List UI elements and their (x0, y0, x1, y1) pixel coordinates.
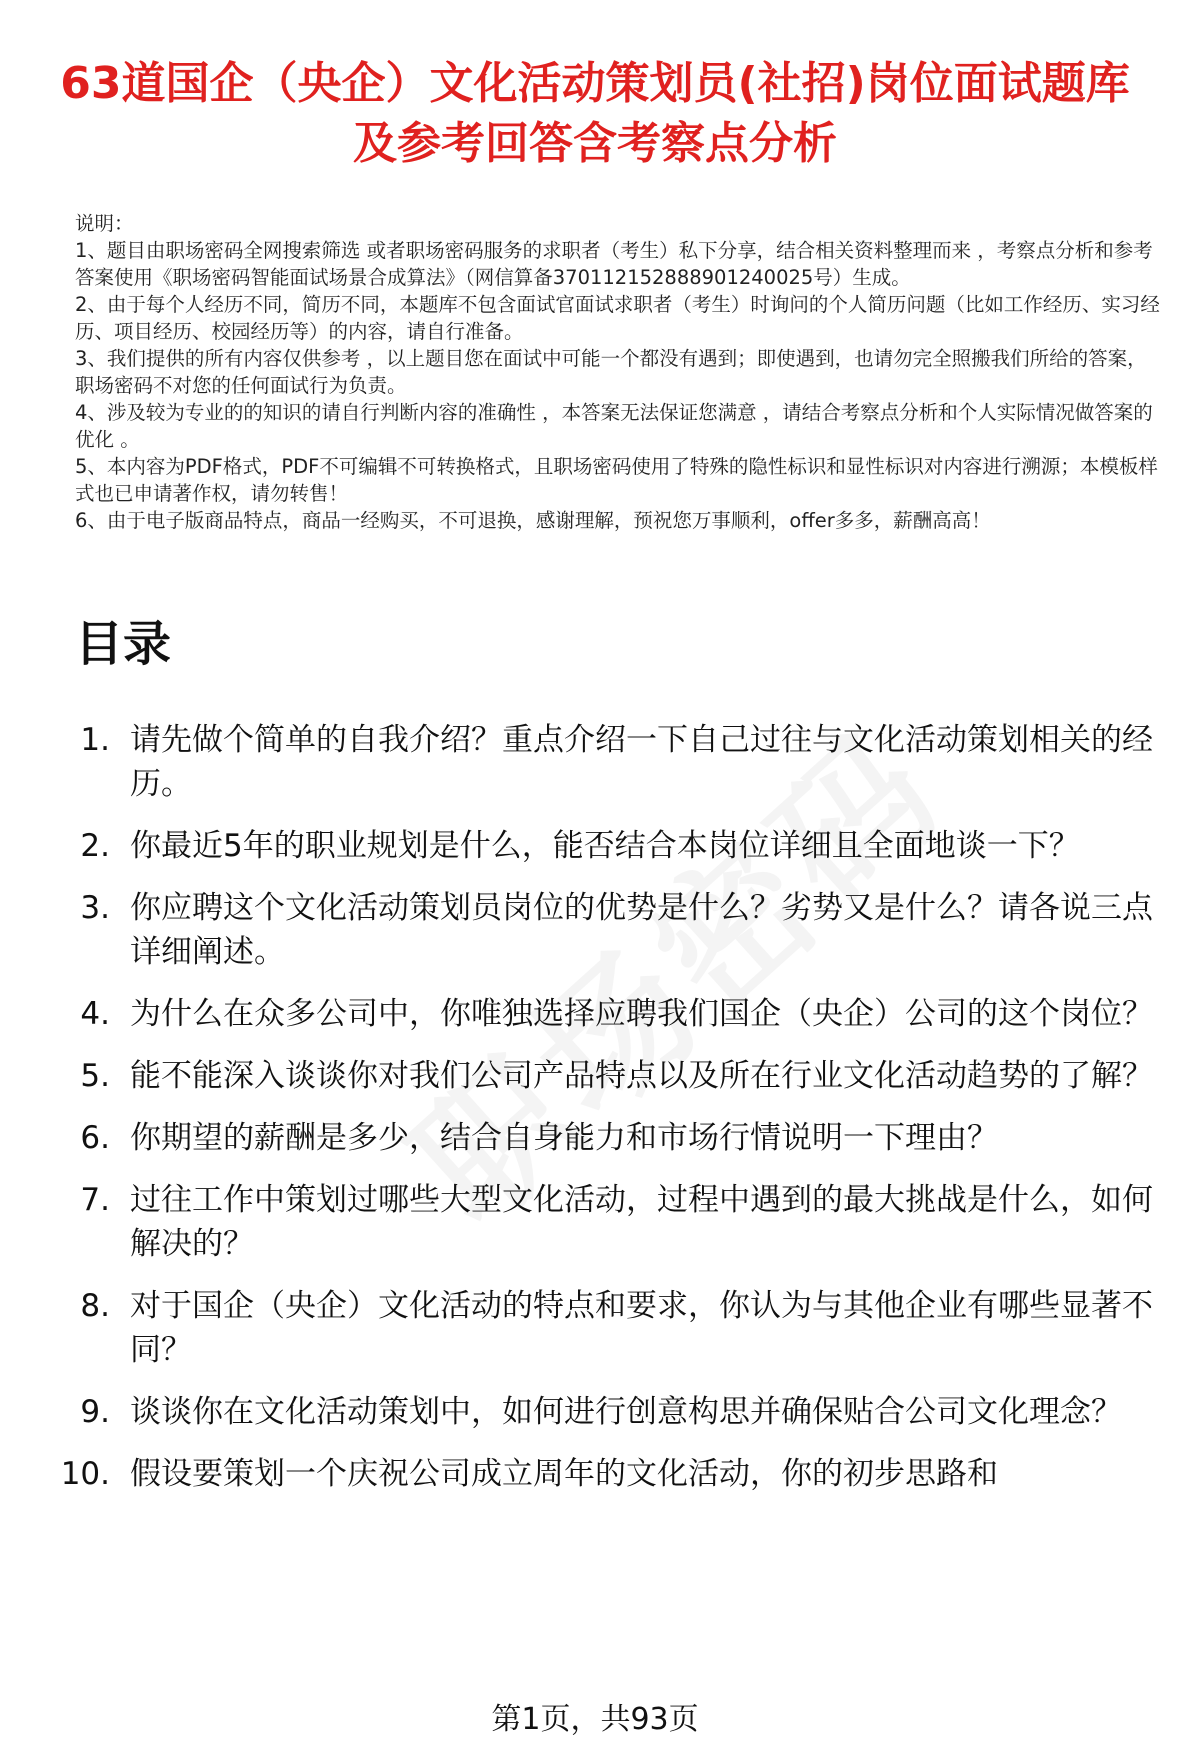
toc-item-number: 4. (80, 996, 110, 1032)
toc-item[interactable] (60, 824, 1170, 868)
toc-item-number: 1. (80, 722, 110, 758)
toc-item[interactable] (60, 1452, 1170, 1496)
toc-item-number: 5. (80, 1058, 110, 1094)
toc-item-number: 2. (80, 828, 110, 864)
notes-section (75, 210, 1165, 534)
toc-item[interactable] (60, 886, 1170, 974)
note-line: 3、我们提供的所有内容仅供参考 ，以上题目您在面试中可能一个都没有遇到；即使遇到，也请勿完全照搬我们所给的答案，职场密码不对您的任何面试行为负责。 (75, 347, 1147, 397)
toc-item-text[interactable]: 你最近5年的职业规划是什么，能否结合本岗位详细且全面地谈一下？ (130, 828, 1080, 864)
toc-heading: 目录 (75, 616, 172, 672)
toc-item-text[interactable]: 你应聘这个文化活动策划员岗位的优势是什么？劣势又是什么？请各说三点详细阐述。 (130, 890, 1153, 970)
toc-item-text[interactable]: 你期望的薪酬是多少，结合自身能力和市场行情说明一下理由？ (130, 1120, 998, 1156)
toc-item[interactable] (60, 718, 1170, 806)
toc-item-text[interactable]: 为什么在众多公司中，你唯独选择应聘我们国企（央企）公司的这个岗位？ (130, 996, 1153, 1032)
toc-item-text[interactable]: 对于国企（央企）文化活动的特点和要求，你认为与其他企业有哪些显著不同？ (130, 1288, 1153, 1368)
toc-item-number: 10. (60, 1456, 110, 1492)
toc-item-text[interactable]: 谈谈你在文化活动策划中，如何进行创意构思并确保贴合公司文化理念？ (130, 1394, 1122, 1430)
toc-item[interactable] (60, 1116, 1170, 1160)
page-footer: 第1页，共93页 (491, 1702, 699, 1737)
notes-heading: 说明： (75, 212, 134, 235)
toc-item[interactable] (60, 1054, 1170, 1098)
toc-item-number: 6. (80, 1120, 110, 1156)
toc-item-text[interactable]: 过往工作中策划过哪些大型文化活动，过程中遇到的最大挑战是什么，如何解决的？ (130, 1182, 1153, 1262)
note-line: 5、本内容为PDF格式，PDF不可编辑不可转换格式，且职场密码使用了特殊的隐性标识和显性标识对内容进行溯源；本模板样式也已申请著作权，请勿转售！ (75, 455, 1158, 505)
toc-item-number: 3. (80, 890, 110, 926)
toc-item-number: 7. (80, 1182, 110, 1218)
toc-item[interactable] (60, 1178, 1170, 1266)
toc-item-text[interactable]: 能不能深入谈谈你对我们公司产品特点以及所在行业文化活动趋势的了解？ (130, 1058, 1153, 1094)
note-line: 1、题目由职场密码全网搜索筛选 或者职场密码服务的求职者（考生）私下分享，结合相关资料整理而来 ，考察点分析和参考答案使用《职场密码智能面试场景合成算法》（网信算备370112152888901240025号）生成。 (75, 239, 1153, 289)
toc-item-number: 9. (80, 1394, 110, 1430)
document-title: 63道国企（央企）文化活动策划员(社招)岗位面试题库及参考回答含考察点分析 (60, 58, 1130, 169)
toc-list (60, 718, 1170, 1514)
toc-item-number: 8. (80, 1288, 110, 1324)
toc-item-text[interactable]: 假设要策划一个庆祝公司成立周年的文化活动，你的初步思路和 (130, 1456, 998, 1492)
toc-item[interactable] (60, 992, 1170, 1036)
toc-item[interactable] (60, 1284, 1170, 1372)
note-line: 2、由于每个人经历不同，简历不同，本题库不包含面试官面试求职者（考生）时询问的个人简历问题（比如工作经历、实习经历、项目经历、校园经历等）的内容，请自行准备。 (75, 293, 1160, 343)
toc-item[interactable] (60, 1390, 1170, 1434)
toc-item-text[interactable]: 请先做个简单的自我介绍？重点介绍一下自己过往与文化活动策划相关的经历。 (130, 722, 1153, 802)
note-line: 4、涉及较为专业的的知识的请自行判断内容的准确性 ，本答案无法保证您满意 ，请结合考察点分析和个人实际情况做答案的优化 。 (75, 401, 1153, 451)
note-line: 6、由于电子版商品特点，商品一经购买，不可退换，感谢理解，预祝您万事顺利，offer多多，薪酬高高！ (75, 509, 991, 532)
